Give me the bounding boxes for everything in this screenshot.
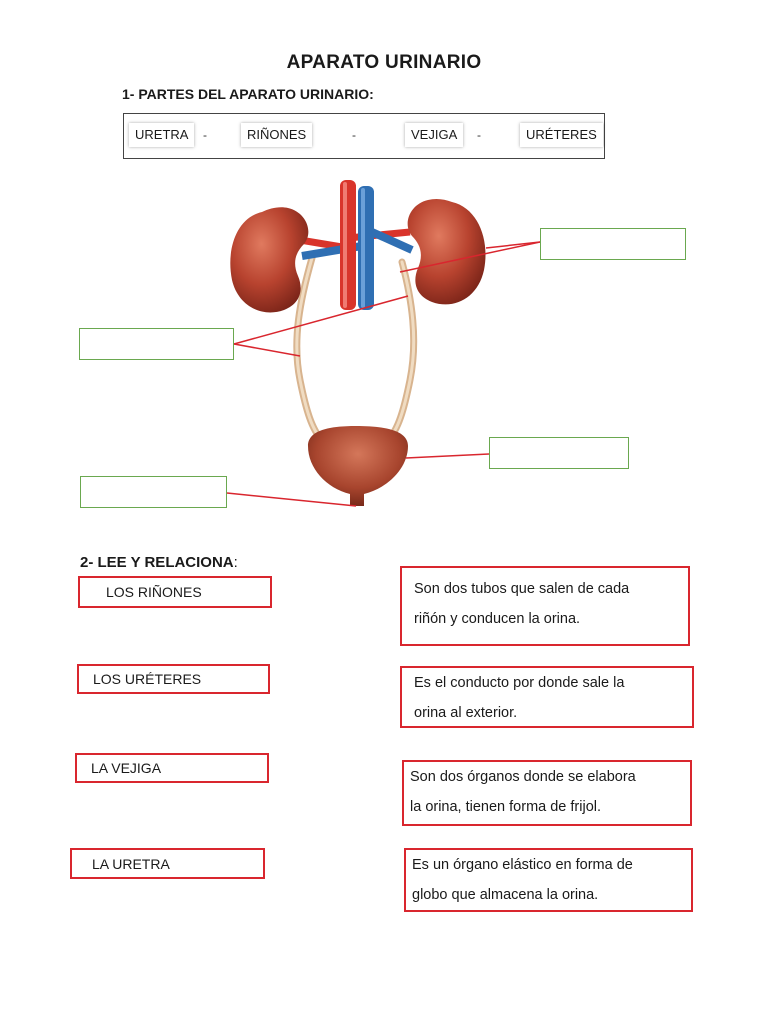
section2-heading [80,554,238,571]
definition-line: riñón y conducen la orina. [414,611,581,627]
word-chip-uretra[interactable]: URETRA [129,123,194,147]
answer-box-ureters[interactable] [79,328,234,360]
section2-heading-text: 2- LEE Y RELACIONA [80,554,234,571]
word-chip-vejiga[interactable]: VEJIGA [405,123,463,147]
leader-line [227,493,356,506]
definition-box[interactable] [400,566,690,646]
definition-line: la orina, tienen forma de frijol. [410,799,602,815]
term-box[interactable]: LOS URÉTERES [77,664,270,694]
leader-line [234,344,300,356]
term-box[interactable]: LA VEJIGA [75,753,269,783]
separator: - [352,128,356,142]
word-chip-ureteres[interactable]: URÉTERES [520,123,603,147]
definition-line: Son dos tubos que salen de cada [414,581,630,597]
answer-box-kidneys[interactable] [540,228,686,260]
section2-heading-suffix: : [233,554,238,571]
left-ureter-highlight [297,258,322,440]
section1-heading: 1- PARTES DEL APARATO URINARIO: [122,86,374,102]
separator: - [477,128,481,142]
answer-box-bladder[interactable] [489,437,629,469]
answer-box-urethra[interactable] [80,476,227,508]
term-box[interactable]: LA URETRA [70,848,265,879]
definition-line: orina al exterior. [414,705,518,721]
definition-line: globo que almacena la orina. [412,887,599,903]
definition-box[interactable] [400,666,694,728]
separator: - [203,128,207,142]
definition-line: Es un órgano elástico en forma de [412,857,633,873]
definition-box[interactable] [404,848,693,912]
vena-cava-highlight [361,188,365,308]
definition-line: Son dos órganos donde se elabora [410,769,636,785]
aorta-highlight [343,182,347,308]
bladder [308,426,408,506]
definition-line: Es el conducto por donde sale la [414,675,625,691]
definition-box[interactable] [402,760,692,826]
leader-line [406,454,489,458]
word-chip-rinones[interactable]: RIÑONES [241,123,312,147]
page-title: APARATO URINARIO [286,52,482,73]
vena-cava [358,186,374,310]
right-kidney [408,199,486,304]
term-box[interactable]: LOS RIÑONES [78,576,272,608]
aorta [340,180,356,310]
left-kidney [230,207,308,312]
